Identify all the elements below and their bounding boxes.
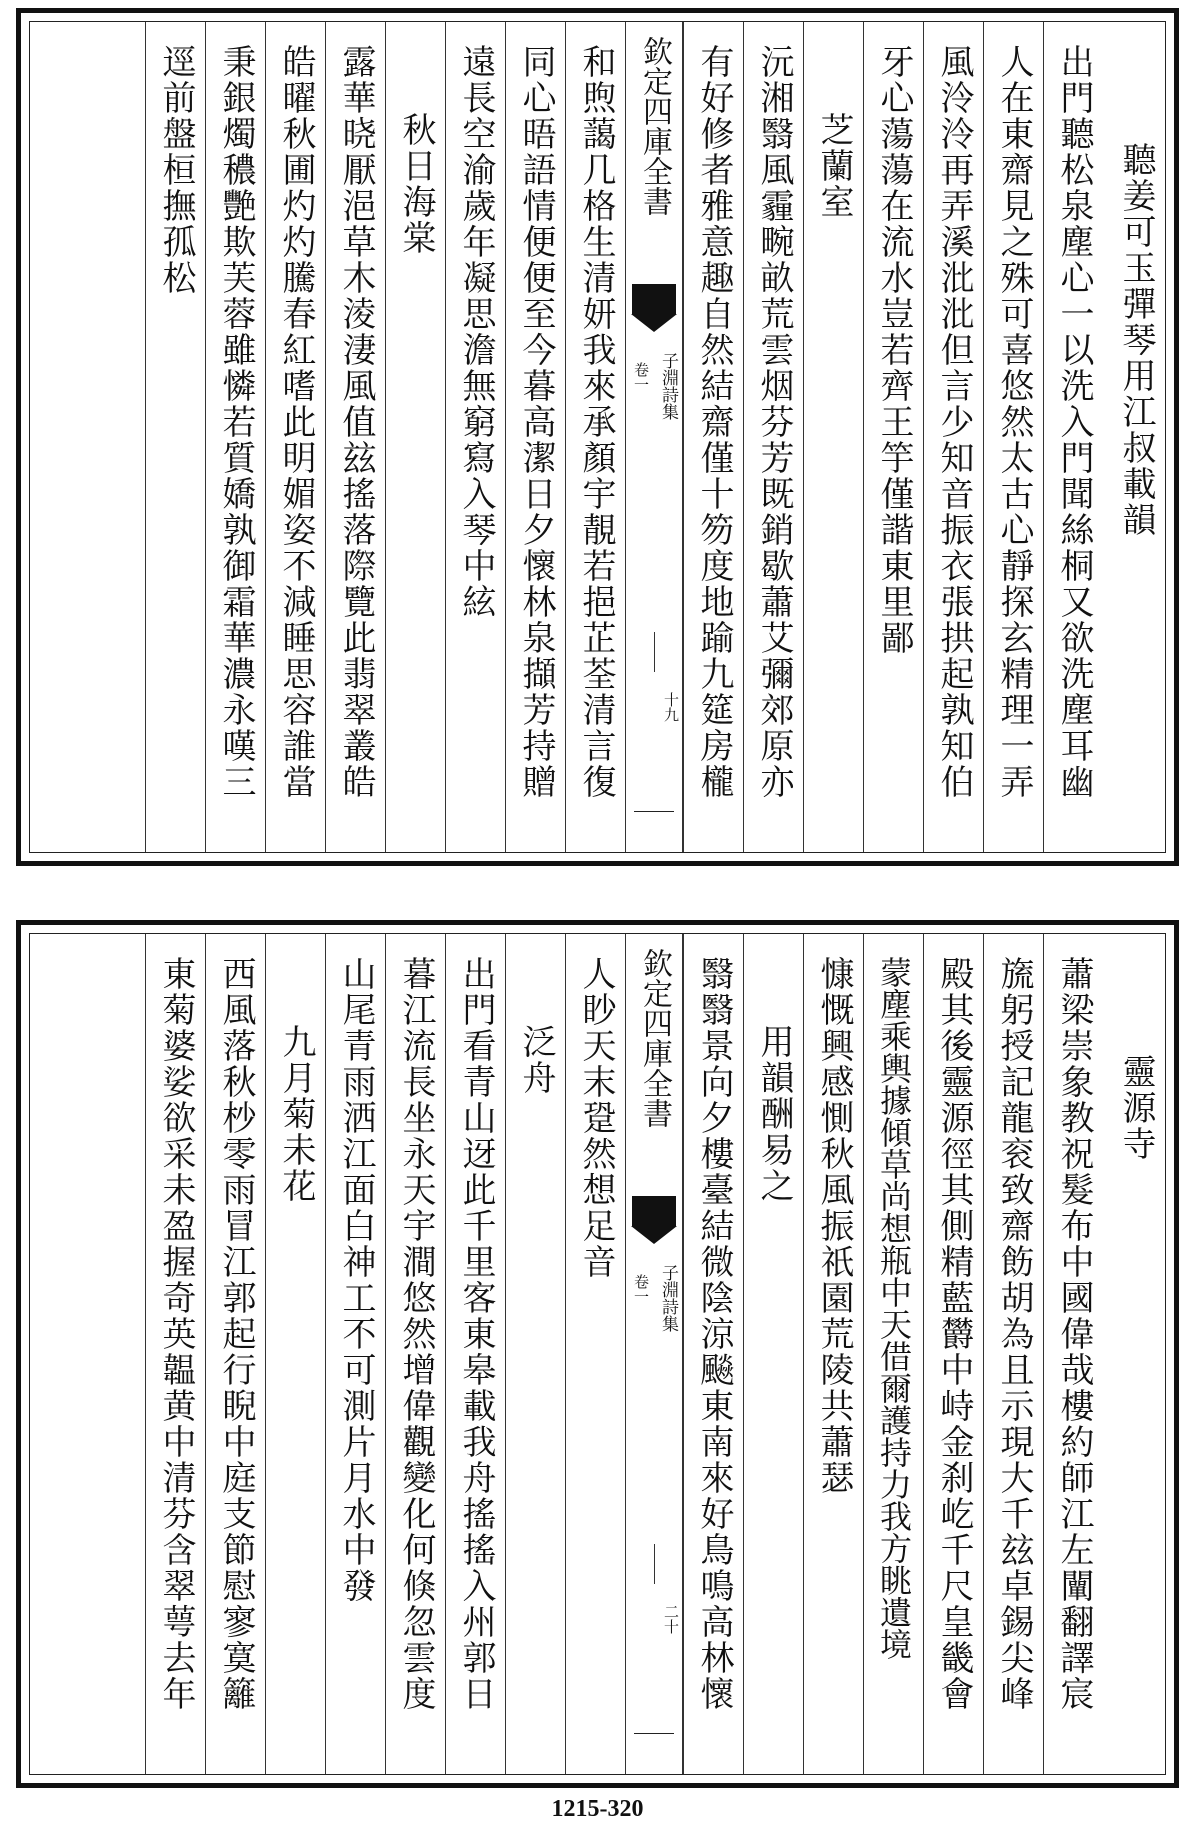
text-column: 慷慨興感惻秋風振祇園荒陵共蕭瑟 <box>803 934 863 1774</box>
page-number-footer: 1215-320 <box>551 1796 644 1822</box>
text-column: 牙心蕩蕩在流水豈若齊王竽僅諧東里鄙 <box>863 22 923 852</box>
spine-column <box>625 22 683 852</box>
text-column: 有好修者雅意趣自然結齋僅十笏度地踰九筵房櫳 <box>683 22 743 852</box>
spine-page-number: 二十 <box>662 1604 680 1634</box>
text-column: 和煦藹几格生清妍我來承顏宇靚若挹芷荃清言復 <box>565 22 625 852</box>
text-column: 秉銀燭穠艷欺芙蓉雖憐若質嬌孰御霜華濃永嘆三 <box>205 22 265 852</box>
fishtail-mark <box>632 284 676 314</box>
poem-title: 九月菊未花 <box>265 934 325 1774</box>
text-column: 出門聽松泉塵心一以洗入門聞絲桐又欲洗塵耳幽 <box>1043 22 1103 852</box>
fishtail-mark <box>632 1196 676 1226</box>
poem-title: 芝蘭室 <box>803 22 863 852</box>
spine-volume: 卷一 <box>632 1274 650 1304</box>
text-column: 風泠泠再弄溪沘沘但言少知音振衣張拱起孰知伯 <box>923 22 983 852</box>
text-column: 殿其後靈源徑其側精藍欝中峙金刹屹千尺皇畿會 <box>923 934 983 1774</box>
text-column: 皓曜秋圃灼灼騰春紅嗜此明媚姿不減睡思容誰當 <box>265 22 325 852</box>
text-column: 露華晓厭浥草木淩淒風值玆搖落際覽此翡翠叢皓 <box>325 22 385 852</box>
poem-title: 用韻酬易之 <box>743 934 803 1774</box>
text-column: 蕭梁崇象教祝髮布中國偉哉樓約師江左闡翻譯宸 <box>1043 934 1103 1774</box>
spine-page-number: 十九 <box>662 692 680 722</box>
poem-title: 泛舟 <box>505 934 565 1774</box>
text-column: 人眇天末跫然想足音 <box>565 934 625 1774</box>
spine-title: 欽定四庫全書 <box>637 36 672 216</box>
poem-title: 聽姜可玉彈琴用江叔載韻 <box>1116 142 1156 538</box>
text-column: 暮江流長坐永天宇澗悠然增偉觀變化何倏忽雲度 <box>385 934 445 1774</box>
text-column: 出門看青山迓此千里客東皋載我舟搖搖入州郭日 <box>445 934 505 1774</box>
spine-bottom-bar <box>634 1733 674 1735</box>
spine-title: 欽定四庫全書 <box>637 948 672 1128</box>
text-column: 同心晤語情便便至今暮高潔日夕懷林泉擷芳持贈 <box>505 22 565 852</box>
bottom-page-frame <box>29 933 1166 1775</box>
bottom-page <box>16 920 1179 1788</box>
spine-rule <box>654 1544 655 1584</box>
text-column: 東菊婆娑欲采未盈握奇英韞黄中清芬含翠萼去年 <box>145 934 205 1774</box>
spine-bottom-bar <box>634 811 674 813</box>
text-column: 人在東齋見之殊可喜悠然太古心靜探玄精理一弄 <box>983 22 1043 852</box>
top-page <box>16 8 1179 866</box>
top-page-frame <box>29 21 1166 853</box>
text-column: 遠長空渝歲年凝思澹無窮寫入琴中絃 <box>445 22 505 852</box>
text-column: 沅湘翳風霾畹畝荒雲烟芬芳既銷歇蕭艾彌郊原亦 <box>743 22 803 852</box>
text-column: 蒙塵乘輿據傾草尚想瓶中天借爾護持力我方眺遺境 <box>863 934 923 1774</box>
poem-title: 秋日海棠 <box>385 22 445 852</box>
text-column: 逕前盤桓撫孤松 <box>145 22 205 852</box>
spine-volume: 卷一 <box>632 362 650 392</box>
poem-title: 靈源寺 <box>1116 1054 1156 1162</box>
spine-collection: 子淵詩集 <box>658 352 678 420</box>
spine-collection: 子淵詩集 <box>658 1264 678 1332</box>
text-column: 山尾青雨洒江面白神工不可測片月水中發 <box>325 934 385 1774</box>
spine-column <box>625 934 683 1774</box>
spine-rule <box>654 632 655 672</box>
text-column: 西風落秋杪零雨冒江郭起行睨中庭支節慰寥寞籬 <box>205 934 265 1774</box>
text-column: 翳翳景向夕樓臺結微陰涼飈東南來好鳥鳴高林懷 <box>683 934 743 1774</box>
text-column: 旒躬授記龍衮致齋飭胡為且示現大千玆卓錫尖峰 <box>983 934 1043 1774</box>
